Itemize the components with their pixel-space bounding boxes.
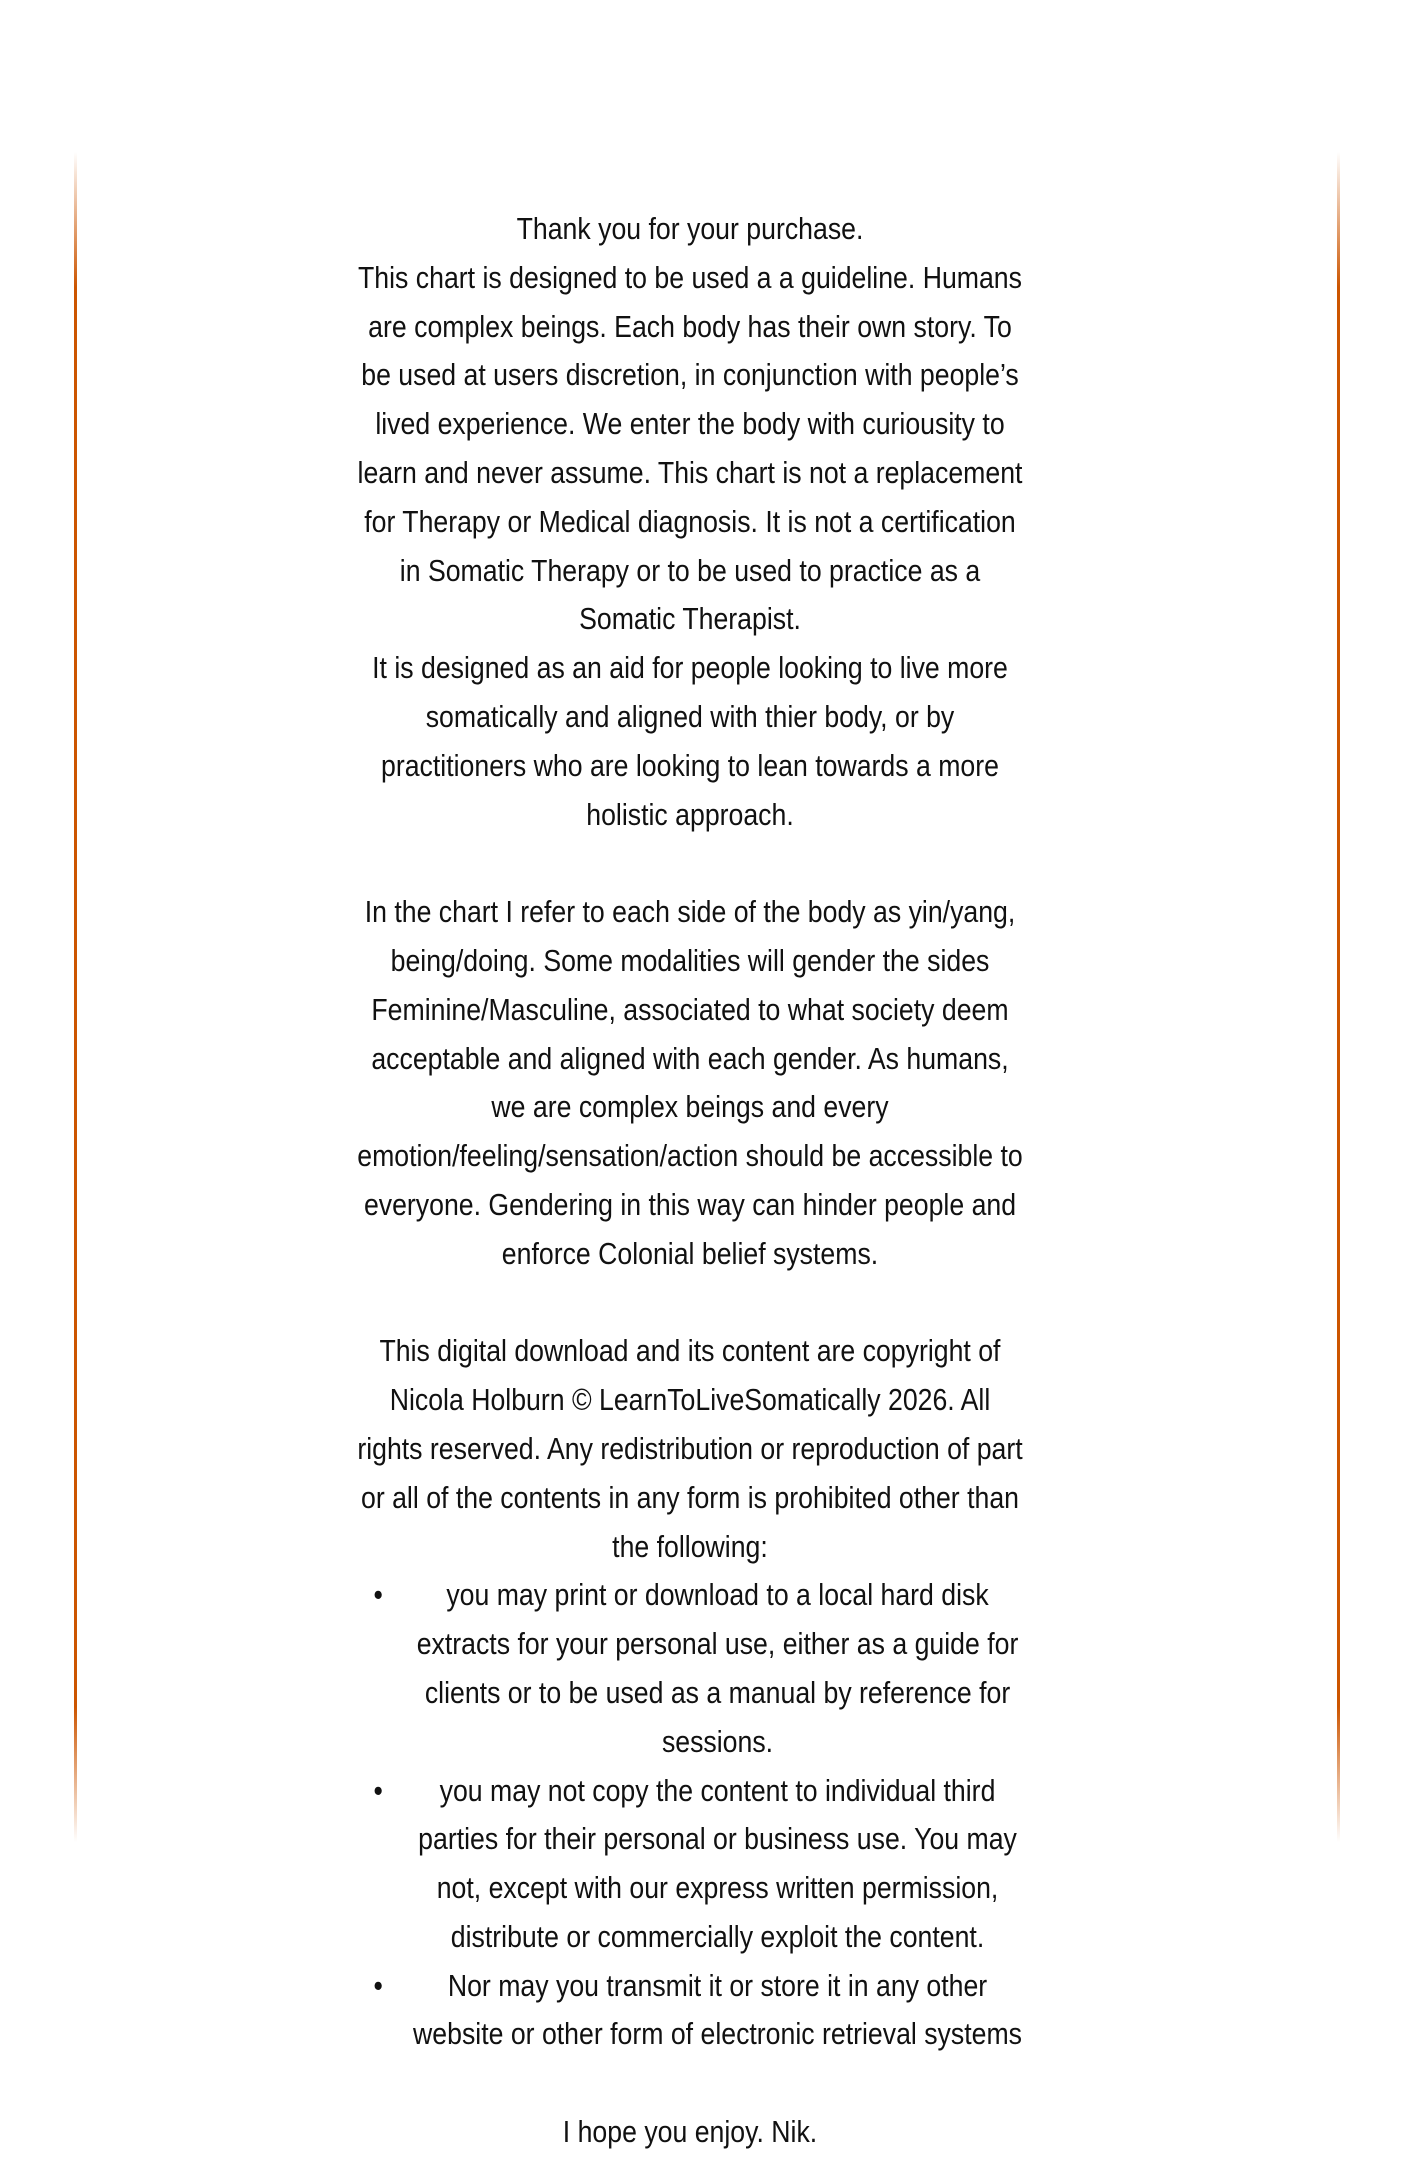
purpose-paragraph: It is designed as an aid for people looking to live more somatically and aligned with thier body, or by practitioners who are looking to lean towards a more holistic approach.: [372, 650, 1008, 832]
copyright-paragraph: This digital download and its content are copyright of Nicola Holburn © LearnToLiveSomatically 2026. All rights reserved. Any redistribution or reproduction of part or all of the contents in any form is prohibited other than the following:: [357, 1333, 1023, 1564]
signoff-line: I hope you enjoy. Nik.: [562, 2114, 818, 2150]
document-body: [355, 205, 1026, 2157]
bullet-icon: •: [373, 1967, 383, 2003]
list-item-text: you may not copy the content to individual third parties for their personal or business use. You may not, except with our express written permission, distribute or commercially exploit the content.: [418, 1772, 1017, 1954]
list-item: [355, 1767, 1026, 1962]
list-item: [355, 1962, 1026, 2060]
spacer: [355, 839, 1026, 888]
spacer: [355, 2059, 1026, 2108]
left-accent-line: [74, 152, 77, 1842]
bullet-icon: •: [373, 1577, 383, 1613]
list-item: [355, 1571, 1026, 1766]
bullet-icon: •: [373, 1772, 383, 1808]
list-item-text: Nor may you transmit it or store it in any other website or other form of electronic retrieval systems: [413, 1967, 1023, 2052]
thank-you-line: Thank you for your purchase.: [516, 211, 864, 246]
usage-terms-list: [355, 1571, 1026, 2059]
yin-yang-paragraph: In the chart I refer to each side of the body as yin/yang, being/doing. Some modalities will gender the sides Feminine/Masculine, associated to what society deem acceptable and aligned with each gender. As humans, we are complex beings and every emotion/feeling/sensation/action should be accessible to everyone. Gendering in this way can hinder people and enforce Colonial belief systems.: [357, 894, 1023, 1271]
disclaimer-paragraph: This chart is designed to be used a a guideline. Humans are complex beings. Each body has their own story. To be used at users discretion, in conjunction with people’s lived experience. We enter the body with curiousity to learn and never assume. This chart is not a replacement for Therapy or Medical diagnosis. It is not a certification in Somatic Therapy or to be used to practice as a Somatic Therapist.: [357, 259, 1023, 637]
right-accent-line: [1337, 152, 1340, 1842]
spacer: [355, 1279, 1026, 1328]
list-item-text: you may print or download to a local hard disk extracts for your personal use, either as a guide for clients or to be used as a manual by reference for sessions.: [416, 1577, 1019, 1759]
